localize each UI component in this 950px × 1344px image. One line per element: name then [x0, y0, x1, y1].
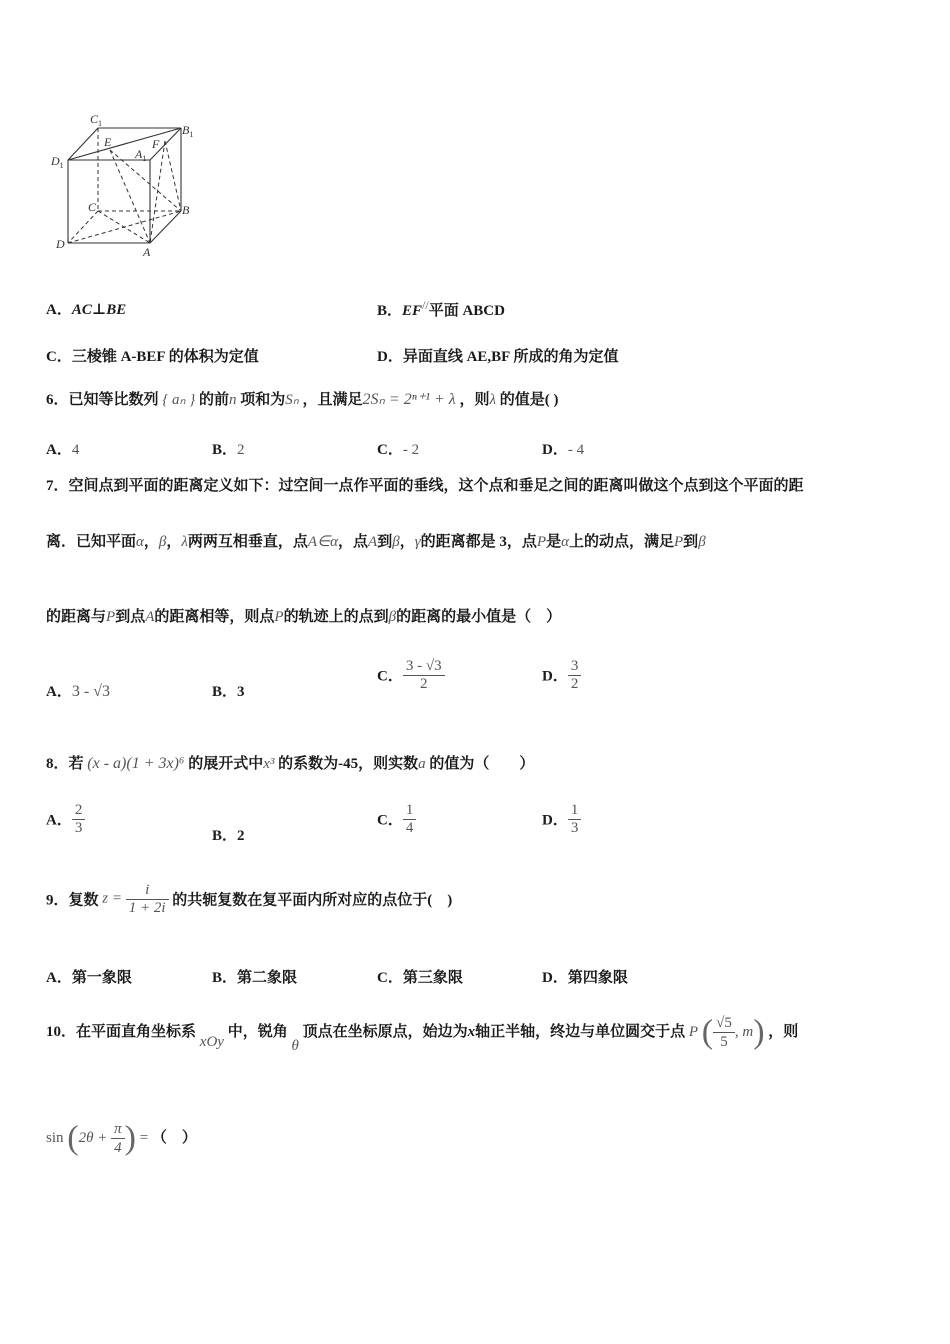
label-f: F — [152, 137, 160, 151]
label-c: C — [88, 200, 97, 214]
q9-stem: 9．复数 z = $\frac{i}{1 + 2i}$ 的共轭复数在复平面内所对应的点位于( ) — [46, 882, 453, 916]
q5-option-a[interactable]: A．AC⊥BE — [46, 302, 127, 318]
q5-option-c[interactable]: C．三棱锥 A-BEF 的体积为定值 — [46, 349, 259, 365]
label-a: A — [143, 245, 151, 259]
q9-option-c[interactable]: C．第三象限 — [377, 970, 463, 986]
q9-option-b[interactable]: B．第二象限 — [212, 970, 298, 986]
q7-option-a[interactable]: A．3 - √3 — [46, 683, 110, 700]
q7-line1: 7．空间点到平面的距离定义如下：过空间一点作平面的垂线，这个点和垂足之间的距离叫做这个点到这个平面的距 — [46, 478, 804, 494]
label-b: B — [182, 203, 190, 217]
label-d: D — [56, 237, 65, 251]
seg-fa — [150, 141, 165, 243]
q6-option-d[interactable]: D．- 4 — [542, 442, 585, 458]
q5-option-d[interactable]: D．异面直线 AE,BF 所成的角为定值 — [377, 349, 619, 365]
seg-fb — [165, 141, 181, 211]
label-e: E — [104, 135, 112, 149]
q7-option-c[interactable]: C． $\frac{3 - √3}{2}$ — [377, 658, 445, 692]
q7-option-b[interactable]: B．3 — [212, 684, 245, 700]
q7-line3: 的距离与P到点A的距离相等，则点P的轨迹上的点到β的距离的最小值是（ ） — [46, 609, 562, 625]
q9-option-a[interactable]: A．第一象限 — [46, 970, 132, 986]
q8-stem: 8．若 (x - a)(1 + 3x)⁶ 的展开式中x³ 的系数为-45，则实数a 的值为（ ） — [46, 755, 535, 772]
q8-option-a[interactable]: A． $\frac{2}{3}$ — [46, 802, 85, 836]
label-b1: $B_1$ — [182, 123, 194, 139]
diag-ca-hidden — [98, 211, 150, 243]
q7-option-d[interactable]: D． $\frac{3}{2}$ — [542, 658, 581, 692]
q6-option-b[interactable]: B．2 — [212, 442, 245, 458]
q6-stem: 6．已知等比数列 { aₙ } 的前n 项和为Sₙ ，且满足2Sₙ = 2ⁿ⁺¹ + λ ，则λ 的值是( ) — [46, 391, 559, 408]
diag-d1b1 — [68, 128, 181, 160]
edge-cd-hidden — [68, 211, 98, 243]
cube-figure — [48, 108, 208, 263]
label-d1: $D_1$ — [51, 154, 64, 170]
q6-option-c[interactable]: C．- 2 — [377, 442, 420, 458]
q8-option-d[interactable]: D． $\frac{1}{3}$ — [542, 802, 581, 836]
q6-option-a[interactable]: A．4 — [46, 442, 80, 458]
q10-stem: 10．在平面直角坐标系 xOy 中，锐角 θ 顶点在坐标原点，始边为x轴正半轴，终边与单位圆交于点 P ( $\frac{√5}{5}$ , m) ，则 — [46, 1013, 799, 1054]
label-a1: $A_1$ — [135, 147, 147, 163]
q10-expression: sin (2θ + $\frac{\pi}{4}$ ) = （ ） — [46, 1119, 197, 1157]
q9-option-d[interactable]: D．第四象限 — [542, 970, 628, 986]
label-c1: $C_1$ — [90, 112, 103, 128]
q8-option-c[interactable]: C． $\frac{1}{4}$ — [377, 802, 416, 836]
q5-option-b[interactable]: B．EF//平面 ABCD — [377, 298, 505, 319]
q7-line2: 离．已知平面α，β，λ两两互相垂直，点A∈α，点A到β，γ的距离都是 3，点P是α上的动点，满足P到β — [46, 534, 706, 550]
q8-option-b[interactable]: B．2 — [212, 828, 245, 844]
